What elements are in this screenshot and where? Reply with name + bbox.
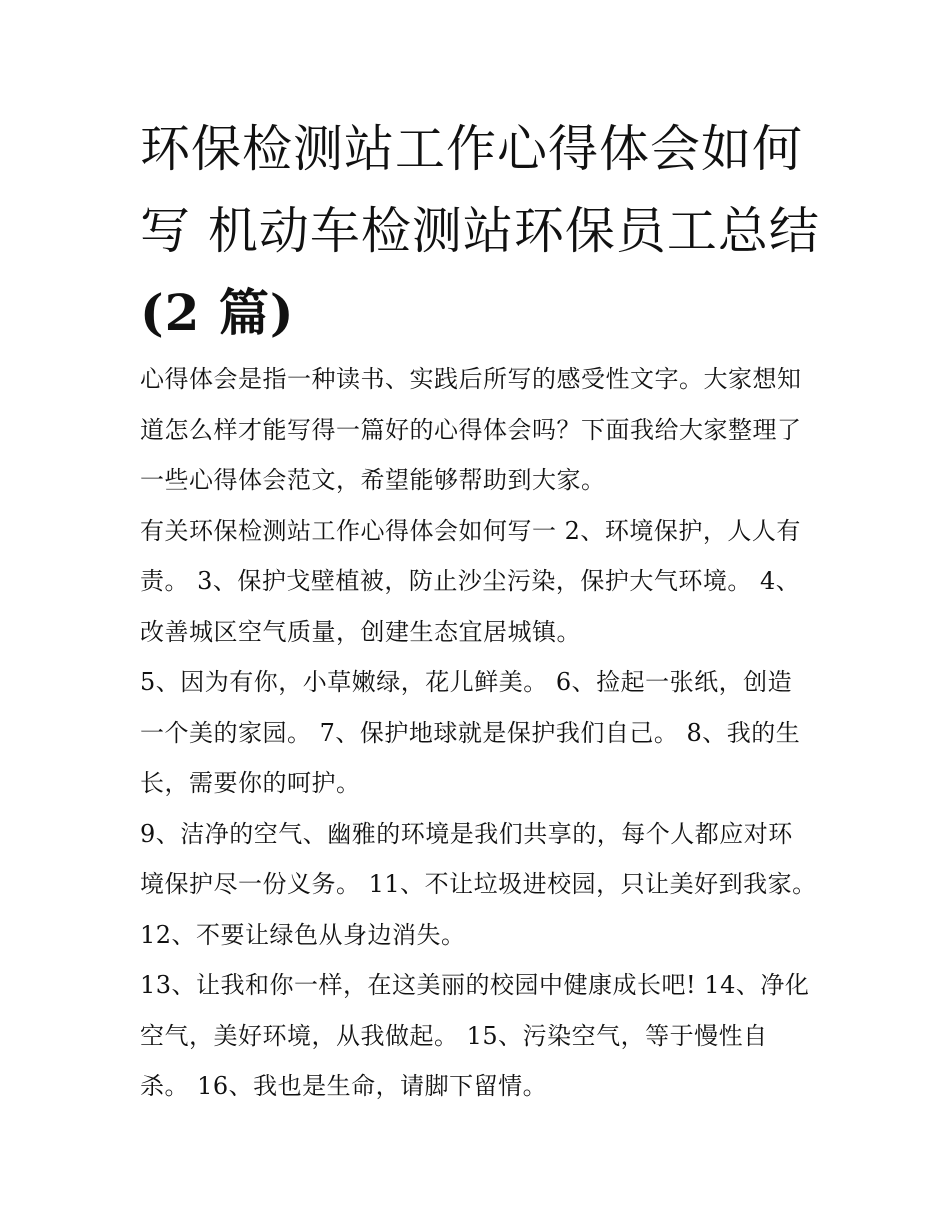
text-line: 杀。 16、我也是生命，请脚下留情。 [140,1072,548,1100]
text-line: 一个美的家园。 7、保护地球就是保护我们自己。 8、我的生 [140,718,801,747]
body-paragraph [140,657,830,809]
text-line: 境保护尽一份义务。 11、不让垃圾进校园，只让美好到我家。 [140,870,817,898]
title-line: 写 机动车检测站环保员工总结 [140,202,820,260]
text-line: 13、让我和你一样，在这美丽的校园中健康成长吧! 14、净化 [140,971,810,999]
text-line: 有关环保检测站工作心得体会如何写一 2、环境保护，人人有 [140,516,801,545]
document-title [140,108,840,354]
text-line: 12、不要让绿色从身边消失。 [140,920,466,949]
body-paragraph [140,960,830,1112]
title-line: (2 篇) [140,283,295,342]
text-line: 心得体会是指一种读书、实践后所写的感受性文字。大家想知 [140,365,802,393]
text-line: 道怎么样才能写得一篇好的心得体会吗？下面我给大家整理了 [140,415,802,444]
body-paragraph [140,506,830,658]
title-line: 环保检测站工作心得体会如何 [140,120,803,178]
text-line: 一些心得体会范文，希望能够帮助到大家。 [140,466,606,494]
text-line: 责。 3、保护戈壁植被，防止沙尘污染，保护大气环境。 4、 [140,567,801,595]
intro-paragraph [140,354,830,506]
text-line: 空气，美好环境，从我做起。 15、污染空气，等于慢性自 [140,1021,768,1050]
text-line: 5、因为有你，小草嫩绿，花儿鲜美。 6、捡起一张纸，创造 [140,668,793,696]
text-line: 9、洁净的空气、幽雅的环境是我们共享的，每个人都应对环 [140,819,793,848]
document-body [140,354,830,1112]
body-paragraph [140,809,830,961]
text-line: 改善城区空气质量，创建生态宜居城镇。 [140,617,581,646]
text-line: 长，需要你的呵护。 [140,769,361,797]
